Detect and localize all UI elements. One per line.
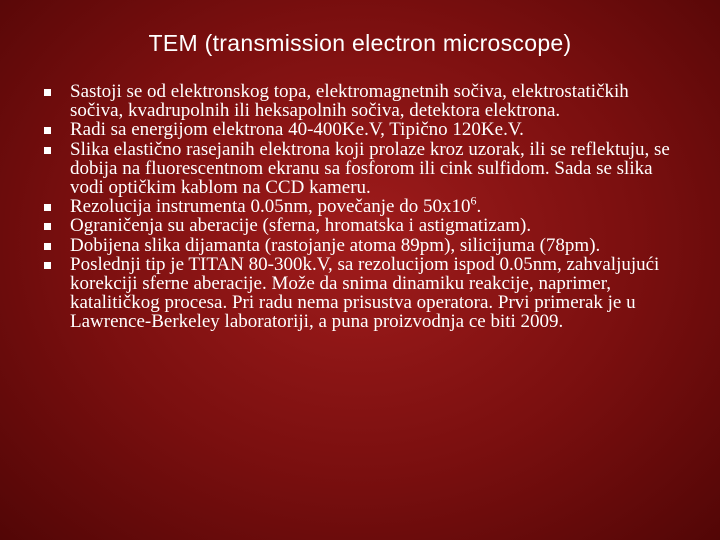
bullet-text: Ograničenja su aberacije (sferna, hromatska i astigmatizam). bbox=[70, 215, 532, 237]
bullet-text: Slika elastično rasejanih elektrona koji prolaze kroz uzorak, ili se reflektuju, se dobija na fluorescentnom ekranu sa fosforom ili cink sulfidom. Sada se slika vodi optičkim kablom na CCD kameru. bbox=[70, 138, 670, 199]
bullet-text: Radi sa energijom elektrona 40-400Ke.V, Tipično 120Ke.V. bbox=[70, 119, 524, 141]
square-bullet-icon bbox=[42, 236, 70, 255]
list-item bbox=[42, 82, 682, 120]
bullet-text: Dobijena slika dijamanta (rastojanje atoma 89pm), silicijuma (78pm). bbox=[70, 234, 601, 256]
square-bullet-icon bbox=[42, 197, 70, 216]
exponent: 6 bbox=[470, 193, 477, 208]
bullet-list bbox=[42, 82, 682, 332]
list-item bbox=[42, 193, 682, 218]
slide-title: TEM (transmission electron microscope) bbox=[148, 30, 572, 56]
square-bullet-icon bbox=[42, 255, 70, 274]
square-bullet-icon bbox=[42, 140, 70, 159]
square-bullet-icon bbox=[42, 120, 70, 139]
list-item bbox=[42, 255, 682, 332]
bullet-text-suffix: . bbox=[476, 196, 482, 218]
bullet-text bbox=[70, 193, 682, 218]
square-bullet-icon bbox=[42, 82, 70, 101]
list-item bbox=[42, 140, 682, 198]
bullet-text: Sastoji se od elektronskog topa, elektromagnetnih sočiva, elektrostatičkih sočiva, kvadrupolnih ili heksapolnih sočiva, detektora elektrona. bbox=[70, 81, 629, 122]
square-bullet-icon bbox=[42, 216, 70, 235]
bullet-text-main: Rezolucija instrumenta 0.05nm, povečanje do 50x10 bbox=[70, 196, 471, 218]
list-item bbox=[42, 236, 682, 255]
bullet-text: Poslednji tip je TITAN 80-300k.V, sa rezolucijom ispod 0.05nm, zahvaljujući korekciji sferne aberacije. Može da snima dinamiku reakcije, naprimer, katalitičkog procesa. Pri radu nema prisustva operatora. Prvi primerak je u Lawrence-Berkeley laboratoriji, a puna proizvodnja ce biti 2009. bbox=[70, 253, 660, 333]
list-item bbox=[42, 120, 682, 139]
list-item bbox=[42, 216, 682, 235]
